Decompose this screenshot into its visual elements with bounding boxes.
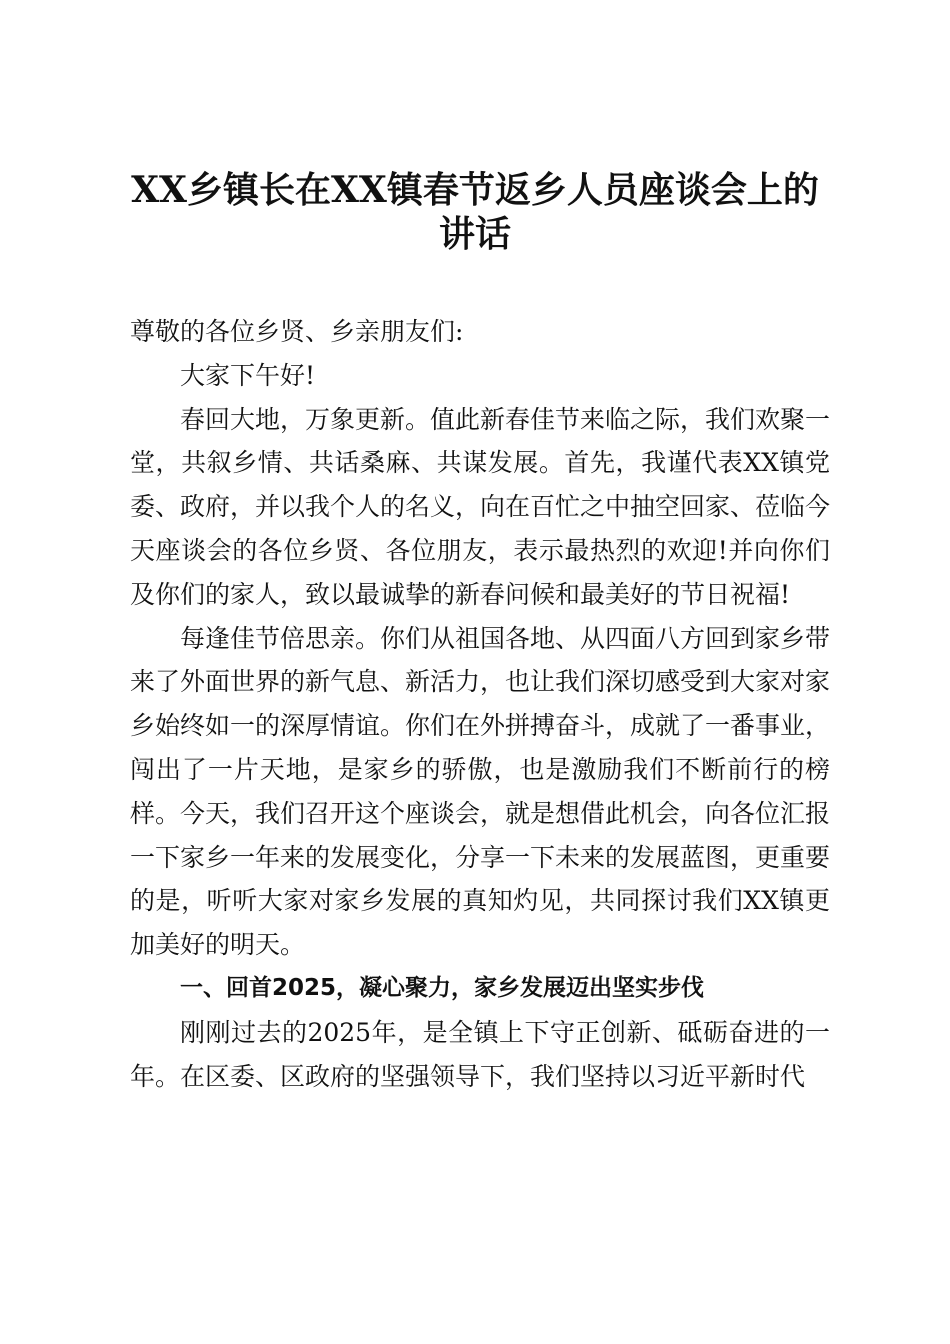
title-line-1: XX乡镇长在XX镇春节返乡人员座谈会上的 [131,169,819,211]
greeting: 大家下午好! [180,360,316,390]
salutation: 尊敬的各位乡贤、乡亲朋友们: [130,317,464,346]
title-line-2: 讲话 [438,213,511,255]
document-title [120,168,830,256]
paragraph-welcome: 春回大地，万象更新。值此新春佳节来临之际，我们欢聚一堂，共叙乡情、共话桑麻、共谋发展。首先，我谨代表XX镇党委、政府，并以我个人的名义，向在百忙之中抽空回家、莅临今天座谈会的各位乡贤、各位朋友，表示最热烈的欢迎!并向你们及你们的家人，致以最诚挚的新春问候和最美好的节日祝福! [130,404,831,609]
paragraph-review: 刚刚过去的2025年，是全镇上下守正创新、砥砺奋进的一年。在区委、区政府的坚强领导下，我们坚持以习近平新时代 [130,1017,830,1091]
document-body [130,310,830,1098]
paragraph-homecoming: 每逢佳节倍思亲。你们从祖国各地、从四面八方回到家乡带来了外面世界的新气息、新活力，也让我们深切感受到大家对家乡始终如一的深厚情谊。你们在外拼搏奋斗，成就了一番事业，闯出了一片天地，是家乡的骄傲，也是激励我们不断前行的榜样。今天，我们召开这个座谈会，就是想借此机会，向各位汇报一下家乡一年来的发展变化，分享一下未来的发展蓝图，更重要的是，听听大家对家乡发展的真知灼见，共同探讨我们XX镇更加美好的明天。 [130,623,831,960]
section-heading-1: 一、回首2025，凝心聚力，家乡发展迈出坚实步伐 [180,974,705,1001]
